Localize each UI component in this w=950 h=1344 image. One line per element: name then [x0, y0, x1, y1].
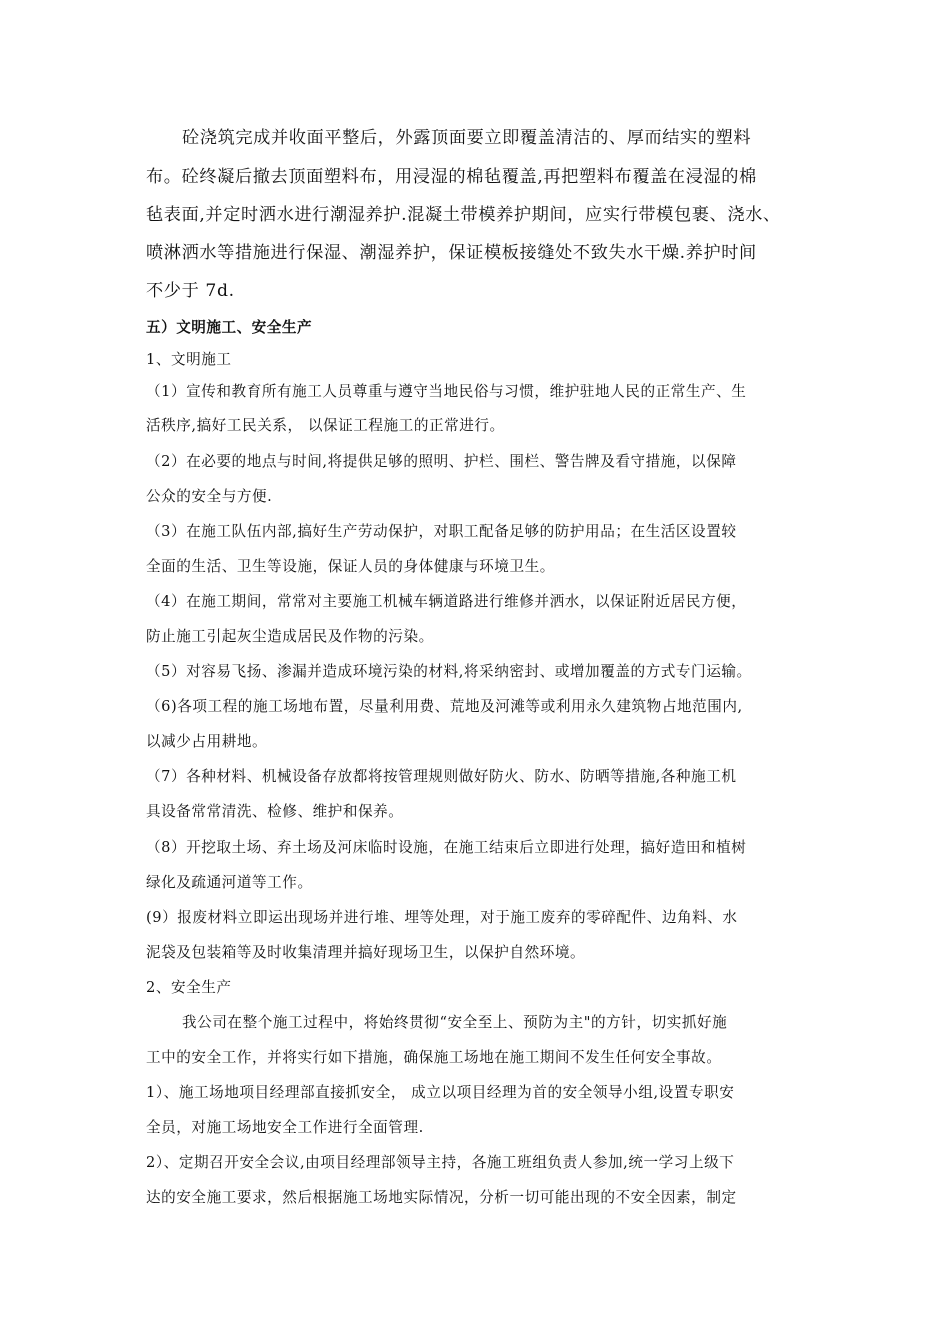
paragraph-line: 泥袋及包装箱等及时收集清理并搞好现场卫生，以保护自然环境。 — [146, 944, 586, 961]
paragraph-line: 全面的生活、卫生等设施，保证人员的身体健康与环境卫生。 — [146, 558, 555, 575]
paragraph-line: （2）在必要的地点与时间,将提供足够的照明、护栏、围栏、警告牌及看守措施，以保障 — [146, 453, 737, 470]
paragraph-line: 我公司在整个施工过程中，将始终贯彻“安全至上、预防为主"的方针，切实抓好施 — [182, 1014, 728, 1031]
paragraph-line: （8）开挖取土场、弃土场及河床临时设施，在施工结束后立即进行处理，搞好造田和植树 — [146, 839, 747, 856]
paragraph-line: 2）、定期召开安全会议,由项目经理部领导主持，各施工班组负责人参加,统一学习上级下 — [146, 1154, 735, 1171]
paragraph-line: （5）对容易飞扬、渗漏并造成环境污染的材料,将采纳密封、或增加覆盖的方式专门运输。 — [146, 663, 752, 680]
paragraph-line: 1）、施工场地项目经理部直接抓安全， 成立以项目经理为首的安全领导小组,设置专职安 — [146, 1084, 735, 1101]
paragraph-line: （1）宣传和教育所有施工人员尊重与遵守当地民俗与习惯，维护驻地人民的正常生产、生 — [146, 383, 747, 400]
subsection-heading: 1、文明施工 — [146, 351, 232, 368]
paragraph-line: 毡表面,并定时洒水进行潮湿养护.混凝土带模养护期间，应实行带模包裹、浇水、 — [146, 205, 781, 225]
paragraph-line: 全员，对施工场地安全工作进行全面管理. — [146, 1119, 424, 1136]
paragraph-line: 公众的安全与方便. — [146, 488, 273, 505]
paragraph-line: 具设备常常清洗、检修、维护和保养。 — [146, 803, 404, 820]
paragraph-line: 以减少占用耕地。 — [146, 733, 268, 750]
paragraph-line: 布。砼终凝后撤去顶面塑料布，用浸湿的棉毡覆盖,再把塑料布覆盖在浸湿的棉 — [146, 167, 757, 187]
paragraph-line: （6)各项工程的施工场地布置，尽量利用费、荒地及河滩等或利用永久建筑物占地范围内, — [146, 698, 743, 715]
paragraph-line: (9）报废材料立即运出现场并进行堆、埋等处理，对于施工废弃的零碎配件、边角料、水 — [146, 909, 738, 926]
paragraph-line: （7）各种材料、机械设备存放都将按管理规则做好防火、防水、防晒等措施,各种施工机 — [146, 768, 737, 785]
paragraph-line: 工中的安全工作，并将实行如下措施，确保施工场地在施工期间不发生任何安全事故。 — [146, 1049, 722, 1066]
paragraph-line: 活秩序,搞好工民关系， 以保证工程施工的正常进行。 — [146, 417, 505, 434]
paragraph-line: （4）在施工期间，常常对主要施工机械车辆道路进行维修并洒水，以保证附近居民方便， — [146, 593, 747, 610]
section-heading: 五）文明施工、安全生产 — [146, 319, 313, 336]
subsection-heading: 2、安全生产 — [146, 979, 232, 996]
paragraph-line: 砼浇筑完成并收面平整后，外露顶面要立即覆盖清洁的、厚而结实的塑料 — [182, 128, 752, 148]
paragraph-line: 喷淋洒水等措施进行保湿、潮湿养护，保证模板接缝处不致失水干燥.养护时间 — [146, 243, 757, 263]
paragraph-line: 绿化及疏通河道等工作。 — [146, 874, 313, 891]
paragraph-line: 防止施工引起灰尘造成居民及作物的污染。 — [146, 628, 434, 645]
paragraph-line: （3）在施工队伍内部,搞好生产劳动保护，对职工配备足够的防护用品；在生活区设置较 — [146, 523, 737, 540]
paragraph-line: 不少于 7d. — [146, 281, 235, 301]
paragraph-line: 达的安全施工要求，然后根据施工场地实际情况，分析一切可能出现的不安全因素，制定 — [146, 1189, 737, 1206]
